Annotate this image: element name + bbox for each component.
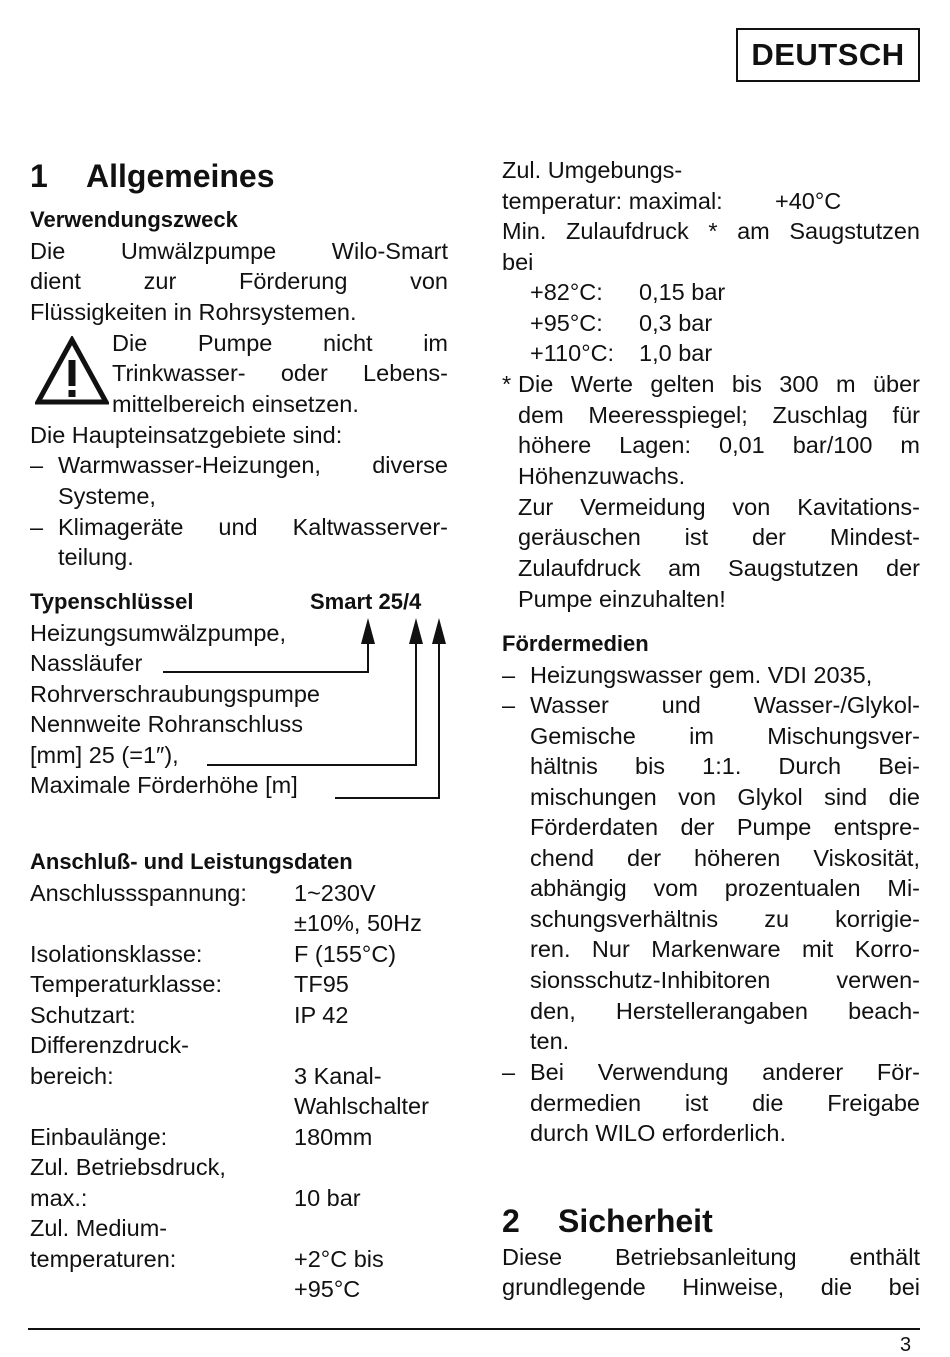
spec-length-label: Einbaulänge: — [30, 1124, 168, 1150]
media-item-1-dash: – — [502, 662, 516, 688]
spec-medium-temp-value-1: +2°C bis — [294, 1246, 384, 1272]
media-item-2-line-12: ten. — [530, 1028, 570, 1054]
spec-medium-temp-label-2: temperaturen: — [30, 1246, 177, 1272]
spec-operating-pressure-value: 10 bar — [294, 1185, 361, 1211]
warning-line-2: Trinkwasser- oder Lebens- — [112, 360, 448, 386]
language-label: DEUTSCH — [736, 28, 920, 82]
spec-protection-label: Schutzart: — [30, 1002, 136, 1028]
spec-voltage-label: Anschlussspannung: — [30, 880, 247, 906]
footnote-mark: * — [502, 371, 512, 397]
type-key-line-4: Nennweite Rohranschluss — [30, 711, 304, 737]
pressure-82-value: 0,15 bar — [639, 279, 726, 305]
use-2-dash: – — [30, 514, 44, 540]
media-item-2-line-6: chend der höheren Viskosität, — [530, 845, 920, 871]
spec-operating-pressure-label-1: Zul. Betriebsdruck, — [30, 1154, 226, 1180]
spec-medium-temp-value-2: +95°C — [294, 1276, 361, 1302]
spec-diff-pressure-label-1: Differenzdruck- — [30, 1032, 189, 1058]
spec-length-value: 180mm — [294, 1124, 373, 1150]
media-item-3-line-1: Bei Verwendung anderer För- — [530, 1059, 920, 1085]
type-key-line-2: Nassläufer — [30, 650, 143, 676]
use-2-line-2: teilung. — [58, 544, 134, 570]
footnote-line-3: höhere Lagen: 0,01 bar/100 m — [518, 432, 920, 458]
spec-operating-pressure-label-2: max.: — [30, 1185, 88, 1211]
media-item-3-dash: – — [502, 1059, 516, 1085]
footer-rule — [28, 1328, 920, 1330]
spec-diff-pressure-value-1: 3 Kanal- — [294, 1063, 382, 1089]
media-item-2-line-7: abhängig vom prozentualen Mi- — [530, 875, 920, 901]
specs-table — [30, 878, 448, 1302]
spec-temp-class-value: TF95 — [294, 971, 349, 997]
warning-line-1: Die Pumpe nicht im — [112, 330, 448, 356]
type-key-line-1: Heizungsumwälzpumpe, — [30, 620, 287, 646]
ambient-line-2-label: temperatur: maximal: — [502, 188, 723, 214]
section-2-heading — [502, 1203, 713, 1239]
media-item-2-line-5: Förderdaten der Pumpe entspre- — [530, 814, 920, 840]
media-item-2-line-11: den, Herstellerangaben beach- — [530, 998, 920, 1024]
purpose-heading: Verwendungszweck — [30, 207, 238, 232]
use-1-dash: – — [30, 452, 44, 478]
media-item-2-line-9: ren. Nur Markenware mit Korro- — [530, 936, 920, 962]
media-item-1-line-1: Heizungswasser gem. VDI 2035, — [530, 662, 873, 688]
pressure-95-value: 0,3 bar — [639, 310, 713, 336]
media-item-3-line-3: durch WILO erforderlich. — [530, 1120, 786, 1146]
pressure-110-value: 1,0 bar — [639, 340, 713, 366]
ambient-line-2-value: +40°C — [775, 188, 842, 214]
media-item-2-line-10: sionsschutz-Inhibitoren verwen- — [530, 967, 920, 993]
cavitation-line-2: geräuschen ist der Mindest- — [518, 524, 920, 550]
min-inlet-line-2: bei — [502, 249, 534, 275]
pressure-110-temp: +110°C: — [530, 340, 615, 366]
section-1-number: 1 — [30, 158, 48, 194]
pressure-95-temp: +95°C: — [530, 310, 603, 336]
type-key-heading: Typenschlüssel — [30, 589, 194, 614]
use-2-line-1: Klimageräte und Kaltwasserver- — [58, 514, 448, 540]
footnote-line-4: Höhenzuwachs. — [518, 463, 686, 489]
page-number: 3 — [900, 1334, 912, 1356]
section-2-line-1: Diese Betriebsanleitung enthält — [502, 1244, 920, 1270]
pressure-82-temp: +82°C: — [530, 279, 603, 305]
footnote-line-2: dem Meeresspiegel; Zuschlag für — [518, 402, 920, 428]
use-1-line-1: Warmwasser-Heizungen, diverse — [58, 452, 448, 478]
cavitation-line-4: Pumpe einzuhalten! — [518, 586, 726, 612]
main-uses-intro: Die Haupteinsatzgebiete sind: — [30, 422, 343, 448]
spec-insulation-label: Isolationsklasse: — [30, 941, 203, 967]
section-2-line-2: grundlegende Hinweise, die bei — [502, 1274, 920, 1300]
type-key-line-5: [mm] 25 (=1″), — [30, 742, 179, 768]
type-key-arrows — [30, 0, 448, 820]
media-item-2-line-4: mischungen von Glykol sind die — [530, 784, 920, 810]
warning-line-3: mittelbereich einsetzen. — [112, 391, 359, 417]
purpose-line-2: dient zur Förderung von — [30, 268, 448, 294]
media-item-2-dash: – — [502, 692, 516, 718]
spec-medium-temp-label-1: Zul. Medium- — [30, 1215, 168, 1241]
spec-voltage-value-1: 1~230V — [294, 880, 376, 906]
spec-voltage-value-2: ±10%, 50Hz — [294, 910, 422, 936]
section-2-number: 2 — [502, 1203, 520, 1239]
footnote-line-1: Die Werte gelten bis 300 m über — [518, 371, 920, 397]
cavitation-line-3: Zulaufdruck am Saugstutzen der — [518, 555, 920, 581]
media-heading: Fördermedien — [502, 631, 649, 656]
type-key-line-6: Maximale Förderhöhe [m] — [30, 772, 298, 798]
spec-temp-class-label: Temperaturklasse: — [30, 971, 222, 997]
type-key-model: Smart 25/4 — [310, 589, 422, 614]
ambient-line-1: Zul. Umgebungs- — [502, 157, 683, 183]
purpose-line-3: Flüssigkeiten in Rohrsystemen. — [30, 299, 357, 325]
spec-protection-value: IP 42 — [294, 1002, 349, 1028]
type-key-line-3: Rohrverschraubungspumpe — [30, 681, 320, 707]
media-item-2-line-1: Wasser und Wasser-/Glykol- — [530, 692, 920, 718]
spec-diff-pressure-value-2: Wahlschalter — [294, 1093, 429, 1119]
use-1-line-2: Systeme, — [58, 483, 156, 509]
media-item-3-line-2: dermedien ist die Freigabe — [530, 1090, 920, 1116]
section-1-title: Allgemeines — [86, 158, 275, 194]
min-inlet-line-1: Min. Zulaufdruck * am Saugstutzen — [502, 218, 920, 244]
media-item-2-line-3: hältnis bis 1:1. Durch Bei- — [530, 753, 920, 779]
cavitation-line-1: Zur Vermeidung von Kavitations- — [518, 494, 920, 520]
spec-insulation-value: F (155°C) — [294, 941, 397, 967]
purpose-line-1: Die Umwälzpumpe Wilo-Smart — [30, 238, 448, 264]
specs-heading: Anschluß- und Leistungsdaten — [30, 849, 353, 874]
media-item-2-line-2: Gemische im Mischungsver- — [530, 723, 920, 749]
spec-diff-pressure-label-2: bereich: — [30, 1063, 114, 1089]
section-2-title: Sicherheit — [558, 1203, 713, 1239]
media-item-2-line-8: schungsverhältnis zu korrigie- — [530, 906, 920, 932]
